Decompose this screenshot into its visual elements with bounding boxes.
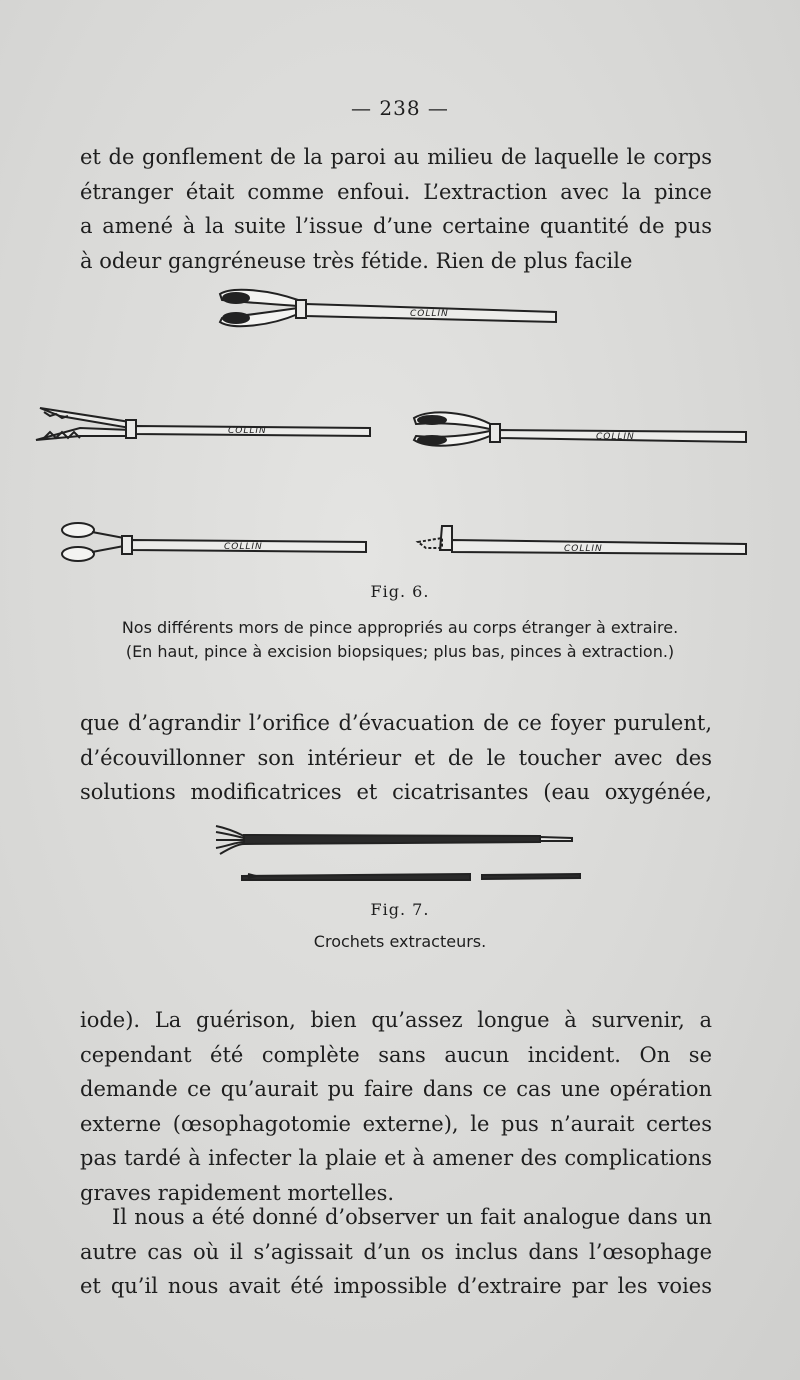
text-line: externe (œsophagotomie externe), le pus n’aurait certes <box>80 1111 712 1136</box>
paragraph-3 <box>80 1003 712 1210</box>
maker-mark: COLLIN <box>564 544 603 554</box>
figure-7-caption <box>60 930 740 954</box>
forceps-illustration <box>0 280 800 570</box>
figure-6-label: Fig. 6. <box>370 582 430 601</box>
maker-mark: COLLIN <box>410 309 449 319</box>
text-line: que d’agrandir l’orifice d’évacuation de ce foyer purulent, <box>80 711 712 735</box>
hook-extractor-upper <box>216 826 572 854</box>
maker-mark: COLLIN <box>596 432 635 442</box>
text-line: Il nous a été donné d’observer un fait analogue dans un <box>112 1205 712 1229</box>
paragraph-4 <box>80 1200 712 1304</box>
text-line: cependant été complète sans aucun incident. On se <box>80 1042 712 1067</box>
text-line: solutions modificatrices et cicatrisantes (eau oxygénée, <box>80 780 712 804</box>
text-line: à odeur gangréneuse très fétide. Rien de plus facile <box>80 248 633 273</box>
figure-7-label: Fig. 7. <box>370 900 430 919</box>
figure-6-caption <box>60 616 740 664</box>
spoon-forceps-small <box>62 523 366 561</box>
biopsy-forceps <box>220 290 556 326</box>
maker-mark: COLLIN <box>224 542 263 552</box>
toothed-forceps <box>36 408 370 440</box>
text-line: autre cas où il s’agissait d’un os inclus dans l’œsophage <box>80 1239 712 1264</box>
text-line: et qu’il nous avait été impossible d’extraire par les voies <box>80 1274 712 1298</box>
text-line: pas tardé à infecter la plaie et à amener des complications <box>80 1146 712 1170</box>
caption-line: Nos différents mors de pince appropriés au corps étranger à extraire. <box>121 618 679 637</box>
text-line: et de gonflement de la paroi au milieu de laquelle le corps <box>80 145 712 169</box>
spoon-forceps <box>414 412 746 445</box>
hook-extractors-illustration <box>0 818 800 888</box>
hook-extractor-lower <box>242 874 580 880</box>
caption-line: Crochets extracteurs. <box>313 932 487 951</box>
text-line: d’écouvillonner son intérieur et de le toucher avec des <box>80 745 712 770</box>
text-line: étranger était comme enfoui. L’extraction avec la pince <box>80 179 712 204</box>
text-line: a amené à la suite l’issue d’une certaine quantité de pus <box>80 214 712 238</box>
text-line: graves rapidement mortelles. <box>80 1180 395 1205</box>
paragraph-1 <box>80 140 712 278</box>
maker-mark: COLLIN <box>228 426 267 436</box>
page-number: — 238 — <box>351 96 449 120</box>
text-line: iode). La guérison, bien qu’assez longue à survenir, a <box>80 1008 712 1032</box>
paragraph-2 <box>80 706 712 810</box>
caption-line: (En haut, pince à excision biopsiques; plus bas, pinces à extraction.) <box>125 642 675 661</box>
text-line: demande ce qu’aurait pu faire dans ce cas une opération <box>80 1077 712 1101</box>
